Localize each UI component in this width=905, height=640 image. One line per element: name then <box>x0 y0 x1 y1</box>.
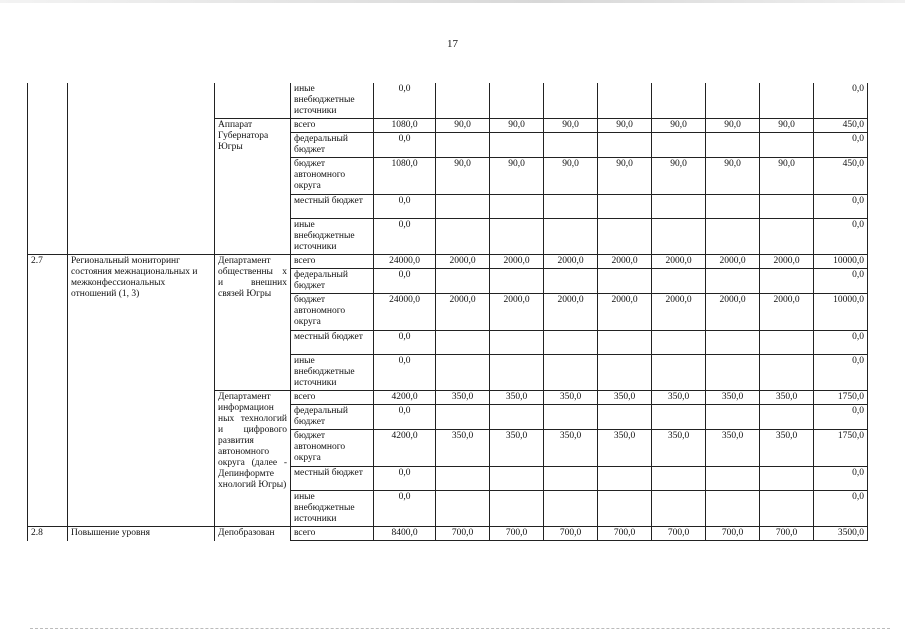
year-amount-cell <box>652 331 706 355</box>
year-amount-cell <box>436 331 490 355</box>
year-amount-cell <box>598 467 652 491</box>
responsible-org-cell <box>215 83 291 119</box>
year-amount-cell: 90,0 <box>706 158 760 195</box>
total-amount-cell: 8400,0 <box>374 527 436 541</box>
funding-source-cell: всего <box>291 527 374 541</box>
year-amount-cell <box>436 467 490 491</box>
year-amount-cell <box>706 491 760 527</box>
year-amount-cell: 700,0 <box>544 527 598 541</box>
year-amount-cell: 700,0 <box>490 527 544 541</box>
responsible-org-cell: Департамент информацион ных технологий и цифрового развития автономного округа (далее - Депинформте хнологий Югры) <box>215 391 291 527</box>
funding-source-cell: местный бюджет <box>291 467 374 491</box>
total-amount-cell: 0,0 <box>374 405 436 430</box>
total-amount-cell: 24000,0 <box>374 294 436 331</box>
total-amount-cell: 24000,0 <box>374 255 436 269</box>
total-amount-cell: 4200,0 <box>374 391 436 405</box>
year-amount-cell <box>544 195 598 219</box>
year-amount-cell: 90,0 <box>490 158 544 195</box>
year-amount-cell <box>490 331 544 355</box>
period-total-cell: 10000,0 <box>814 294 868 331</box>
year-amount-cell: 2000,0 <box>652 294 706 331</box>
year-amount-cell: 2000,0 <box>490 294 544 331</box>
year-amount-cell: 90,0 <box>544 158 598 195</box>
year-amount-cell <box>598 405 652 430</box>
scan-edge-bottom <box>30 628 890 630</box>
funding-source-cell: федеральный бюджет <box>291 405 374 430</box>
year-amount-cell <box>490 355 544 391</box>
year-amount-cell <box>760 269 814 294</box>
table-row <box>28 83 868 119</box>
responsible-org-cell: Депобразован <box>215 527 291 541</box>
period-total-cell: 0,0 <box>814 219 868 255</box>
year-amount-cell <box>652 133 706 158</box>
funding-source-cell: иные внебюджетные источники <box>291 491 374 527</box>
year-amount-cell: 700,0 <box>436 527 490 541</box>
year-amount-cell <box>598 195 652 219</box>
total-amount-cell: 4200,0 <box>374 430 436 467</box>
funding-source-cell: бюджет автономного округа <box>291 158 374 195</box>
year-amount-cell: 350,0 <box>652 430 706 467</box>
year-amount-cell <box>760 405 814 430</box>
item-number-cell: 2.7 <box>28 255 68 527</box>
year-amount-cell <box>706 83 760 119</box>
year-amount-cell: 700,0 <box>760 527 814 541</box>
total-amount-cell: 1080,0 <box>374 119 436 133</box>
period-total-cell: 0,0 <box>814 269 868 294</box>
year-amount-cell <box>706 133 760 158</box>
year-amount-cell <box>598 83 652 119</box>
event-name-cell <box>68 83 215 255</box>
year-amount-cell: 350,0 <box>436 430 490 467</box>
period-total-cell: 0,0 <box>814 405 868 430</box>
period-total-cell: 0,0 <box>814 491 868 527</box>
year-amount-cell: 90,0 <box>598 119 652 133</box>
year-amount-cell <box>544 467 598 491</box>
year-amount-cell <box>544 269 598 294</box>
year-amount-cell <box>652 355 706 391</box>
table-body <box>28 83 868 541</box>
total-amount-cell: 0,0 <box>374 269 436 294</box>
year-amount-cell <box>652 269 706 294</box>
year-amount-cell <box>706 269 760 294</box>
year-amount-cell <box>490 83 544 119</box>
year-amount-cell <box>652 467 706 491</box>
year-amount-cell <box>436 269 490 294</box>
total-amount-cell: 0,0 <box>374 355 436 391</box>
year-amount-cell <box>544 331 598 355</box>
total-amount-cell: 0,0 <box>374 331 436 355</box>
year-amount-cell: 2000,0 <box>760 294 814 331</box>
funding-source-cell: бюджет автономного округа <box>291 430 374 467</box>
year-amount-cell <box>544 405 598 430</box>
total-amount-cell: 0,0 <box>374 219 436 255</box>
year-amount-cell: 90,0 <box>652 158 706 195</box>
item-number-cell <box>28 83 68 255</box>
year-amount-cell: 2000,0 <box>706 255 760 269</box>
year-amount-cell <box>598 219 652 255</box>
year-amount-cell: 2000,0 <box>706 294 760 331</box>
year-amount-cell <box>760 195 814 219</box>
year-amount-cell: 2000,0 <box>760 255 814 269</box>
period-total-cell: 0,0 <box>814 331 868 355</box>
year-amount-cell: 350,0 <box>760 391 814 405</box>
year-amount-cell <box>760 219 814 255</box>
year-amount-cell: 350,0 <box>598 391 652 405</box>
responsible-org-cell: Аппарат Губернатора Югры <box>215 119 291 255</box>
year-amount-cell <box>760 355 814 391</box>
year-amount-cell: 350,0 <box>706 430 760 467</box>
responsible-org-cell: Департамент общественны х и внешних связей Югры <box>215 255 291 391</box>
year-amount-cell: 2000,0 <box>436 255 490 269</box>
year-amount-cell <box>652 83 706 119</box>
period-total-cell: 450,0 <box>814 119 868 133</box>
year-amount-cell <box>490 219 544 255</box>
period-total-cell: 0,0 <box>814 133 868 158</box>
year-amount-cell <box>544 83 598 119</box>
year-amount-cell: 350,0 <box>598 430 652 467</box>
funding-source-cell: бюджет автономного округа <box>291 294 374 331</box>
year-amount-cell <box>706 467 760 491</box>
year-amount-cell <box>436 195 490 219</box>
year-amount-cell <box>706 219 760 255</box>
table-row <box>28 527 868 541</box>
total-amount-cell: 0,0 <box>374 83 436 119</box>
year-amount-cell: 90,0 <box>598 158 652 195</box>
total-amount-cell: 0,0 <box>374 467 436 491</box>
year-amount-cell: 90,0 <box>544 119 598 133</box>
total-amount-cell: 0,0 <box>374 491 436 527</box>
year-amount-cell <box>652 195 706 219</box>
budget-table <box>27 83 868 541</box>
year-amount-cell <box>652 405 706 430</box>
period-total-cell: 3500,0 <box>814 527 868 541</box>
year-amount-cell <box>598 355 652 391</box>
funding-source-cell: местный бюджет <box>291 195 374 219</box>
year-amount-cell: 90,0 <box>760 119 814 133</box>
event-name-cell: Повышение уровня <box>68 527 215 541</box>
year-amount-cell: 350,0 <box>544 430 598 467</box>
year-amount-cell <box>544 491 598 527</box>
year-amount-cell <box>490 491 544 527</box>
year-amount-cell: 90,0 <box>490 119 544 133</box>
year-amount-cell: 700,0 <box>706 527 760 541</box>
period-total-cell: 0,0 <box>814 355 868 391</box>
year-amount-cell <box>436 491 490 527</box>
total-amount-cell: 0,0 <box>374 133 436 158</box>
total-amount-cell: 0,0 <box>374 195 436 219</box>
year-amount-cell: 350,0 <box>706 391 760 405</box>
year-amount-cell: 90,0 <box>436 158 490 195</box>
year-amount-cell <box>490 195 544 219</box>
year-amount-cell: 2000,0 <box>490 255 544 269</box>
scan-edge-top <box>0 0 905 3</box>
period-total-cell: 0,0 <box>814 83 868 119</box>
year-amount-cell <box>598 331 652 355</box>
year-amount-cell: 2000,0 <box>598 255 652 269</box>
funding-source-cell: иные внебюджетные источники <box>291 219 374 255</box>
year-amount-cell: 90,0 <box>652 119 706 133</box>
year-amount-cell <box>544 355 598 391</box>
year-amount-cell <box>544 219 598 255</box>
year-amount-cell <box>598 491 652 527</box>
year-amount-cell <box>706 195 760 219</box>
year-amount-cell <box>490 269 544 294</box>
funding-source-cell: иные внебюджетные источники <box>291 355 374 391</box>
year-amount-cell <box>436 133 490 158</box>
year-amount-cell <box>490 133 544 158</box>
funding-source-cell: всего <box>291 119 374 133</box>
total-amount-cell: 1080,0 <box>374 158 436 195</box>
year-amount-cell: 2000,0 <box>436 294 490 331</box>
year-amount-cell: 350,0 <box>544 391 598 405</box>
year-amount-cell <box>598 133 652 158</box>
year-amount-cell: 2000,0 <box>544 294 598 331</box>
year-amount-cell <box>760 133 814 158</box>
item-number-cell: 2.8 <box>28 527 68 541</box>
year-amount-cell <box>436 83 490 119</box>
year-amount-cell: 90,0 <box>706 119 760 133</box>
year-amount-cell <box>652 219 706 255</box>
period-total-cell: 1750,0 <box>814 430 868 467</box>
year-amount-cell <box>598 269 652 294</box>
year-amount-cell <box>760 491 814 527</box>
period-total-cell: 10000,0 <box>814 255 868 269</box>
year-amount-cell <box>490 405 544 430</box>
year-amount-cell: 2000,0 <box>652 255 706 269</box>
year-amount-cell <box>490 467 544 491</box>
funding-source-cell: иные внебюджетные источники <box>291 83 374 119</box>
year-amount-cell <box>544 133 598 158</box>
funding-source-cell: федеральный бюджет <box>291 269 374 294</box>
year-amount-cell: 350,0 <box>760 430 814 467</box>
year-amount-cell <box>436 405 490 430</box>
year-amount-cell: 350,0 <box>490 391 544 405</box>
year-amount-cell: 2000,0 <box>544 255 598 269</box>
year-amount-cell <box>652 491 706 527</box>
year-amount-cell <box>706 355 760 391</box>
period-total-cell: 0,0 <box>814 467 868 491</box>
year-amount-cell <box>760 467 814 491</box>
page-number: 17 <box>447 38 458 50</box>
year-amount-cell <box>436 355 490 391</box>
year-amount-cell <box>706 405 760 430</box>
funding-source-cell: всего <box>291 391 374 405</box>
table-row <box>28 255 868 269</box>
period-total-cell: 1750,0 <box>814 391 868 405</box>
year-amount-cell: 90,0 <box>760 158 814 195</box>
year-amount-cell: 350,0 <box>652 391 706 405</box>
year-amount-cell <box>760 83 814 119</box>
year-amount-cell: 700,0 <box>652 527 706 541</box>
year-amount-cell <box>760 331 814 355</box>
funding-source-cell: местный бюджет <box>291 331 374 355</box>
year-amount-cell: 90,0 <box>436 119 490 133</box>
funding-source-cell: федеральный бюджет <box>291 133 374 158</box>
year-amount-cell: 350,0 <box>436 391 490 405</box>
year-amount-cell: 700,0 <box>598 527 652 541</box>
year-amount-cell <box>706 331 760 355</box>
year-amount-cell <box>436 219 490 255</box>
year-amount-cell: 2000,0 <box>598 294 652 331</box>
year-amount-cell: 350,0 <box>490 430 544 467</box>
period-total-cell: 450,0 <box>814 158 868 195</box>
funding-source-cell: всего <box>291 255 374 269</box>
period-total-cell: 0,0 <box>814 195 868 219</box>
event-name-cell: Региональный мониторинг состояния межнациональных и межконфессиональных отношений (1, 3) <box>68 255 215 527</box>
